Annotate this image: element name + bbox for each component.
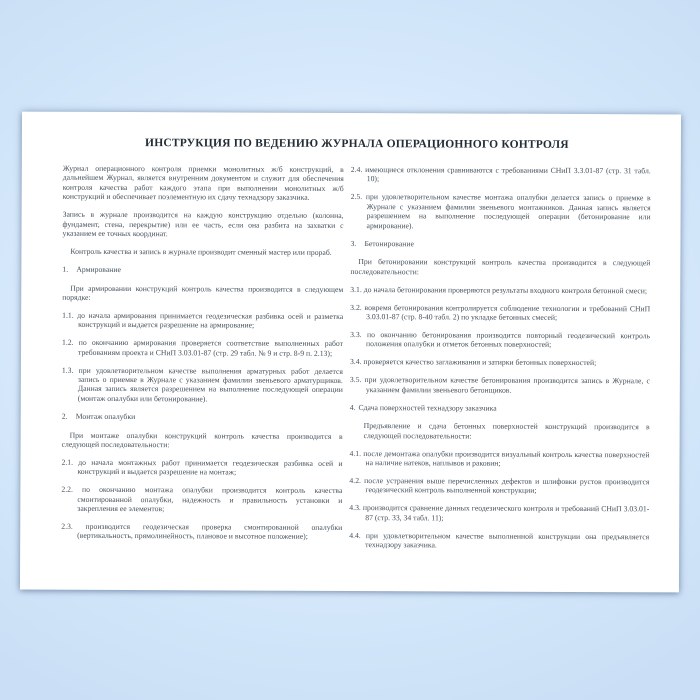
numbered-item: 3.1. до начала бетонирования проверяются результаты входного контроля бетонной смеси; (350, 284, 648, 295)
numbered-item: 2.2. по окончанию монтажа опалубки производится контроль качества смонтированной опалубки, надежность и правильность установки и закрепления ее элементов; (61, 484, 343, 514)
numbered-item: 1.1. до начала армирования принимается геодезическая разбивка осей и разметка конструкций и выдается разрешение на армирование; (62, 310, 344, 330)
section-heading-label: Армирование (76, 265, 121, 275)
numbered-item: 2.5. при удовлетворительном качестве монтажа опалубки делается запись о приемке в Журнале с указанием фамилии звеньевого монтажников. Данная запись является разрешением на выполнение последующей операции (бетонирование или армирование). (350, 192, 651, 230)
paragraph: Контроль качества и запись в журнале производит сменный мастер или прораб. (70, 246, 332, 257)
section-number: 2. (61, 411, 68, 421)
numbered-item: 2.1. до начала монтажных работ принимается геодезическая разбивка осей и конструкций и выдается разрешение на монтаж; (61, 457, 343, 477)
section-heading-label: Бетонирование (364, 238, 414, 249)
section-heading (62, 265, 343, 276)
section-heading (350, 239, 650, 250)
right-column (349, 165, 651, 559)
numbered-item: 1.2. по окончанию армирования проверяется соответствие выполненных работ требованиям проекта и СНиП 3.03.01-87 (стр. 29 табл. № 9 и стр. 8-9 п. 2.13); (62, 338, 344, 358)
numbered-item: 3.4. проверяется качество заглаживания и затирки бетонных поверхностей; (349, 357, 597, 368)
left-column (61, 164, 344, 558)
section-heading (350, 403, 650, 414)
numbered-item: 3.5. при удовлетворительном качестве бетонирования производится запись в Журнале, с указанием фамилии звеньевого бетонщиков. (349, 375, 650, 395)
section-heading-label: Монтаж опалубки (75, 412, 136, 422)
section-heading (62, 412, 343, 423)
paragraph: При армировании конструкций контроль качества производится в следующем порядке: (62, 283, 344, 302)
numbered-item: 4.3. производится сравнение данных геодезического контроля и требований СНиП 3.03.01-87 (стр. 33, 34 табл. 11); (349, 503, 650, 523)
paragraph: Запись в журнале производится на каждую конструкцию отдельно (колонна, фундамент, стена, перекрытие) или ее часть, если она разбита на захватки с указанием ее точных координат. (62, 209, 344, 239)
numbered-item: 3.3. по окончанию бетонирования производится повторный геодезический контроль положения опалубки и отметок бетонных поверхностей; (350, 329, 651, 350)
numbered-item: 4.2. после устранения выше перечисленных дефектов и шлифовки рустов производится геодезический контроль выполненной конструкции; (349, 475, 650, 496)
paragraph: При монтаже опалубки конструкций контроль качества производится в следующей последовательности: (61, 430, 343, 450)
numbered-item: 2.4. имеющиеся отклонения сравниваются с требованиями СНиП 3.3.01-87 (стр. 31 табл. 10); (350, 164, 651, 184)
section-number: 1. (62, 264, 69, 275)
document-title: ИНСТРУКЦИЯ ПО ВЕДЕНИЮ ЖУРНАЛА ОПЕРАЦИОННОГО КОНТРОЛЯ (145, 137, 569, 151)
paragraph: Журнал операционного контроля приемки монолитных ж/б конструкций, в дальнейшем Журнал, является внутренним документом и служит для обеспечения контроля качества работ каждого этапа при выполнении монолитных ж/б конструкций и обеспечивает поэлементную их сдачу технадзору заказчика. (62, 163, 344, 203)
paragraph: Предъявление и сдача бетонных поверхностей конструкций производится в следующей последовательности: (363, 421, 650, 441)
section-number: 3. (350, 238, 357, 248)
numbered-item: 2.3. производится геодезическая проверка смонтированной опалубки (вертикальность, прямолинейность, плановое и высотное положение); (61, 521, 343, 542)
numbered-item: 3.2. вовремя бетонирования контролируется соблюдение технологии и требований СНиП 3.03.01-87 (стр. 8-40 табл. 2) по укладке бетонных смесей; (350, 302, 651, 322)
numbered-item: 4.4. при удовлетворительном качестве выполненной конструкции она предъявляется технадзору заказчика. (349, 530, 650, 550)
section-number: 4. (349, 402, 356, 412)
numbered-item: 4.1. после демонтажа опалубки производится визуальный контроль качества поверхностей на наличие натеков, наплывов и раковин; (349, 448, 650, 468)
document-columns (61, 164, 651, 559)
document-page (20, 112, 681, 593)
section-heading-label: Сдача поверхностей технадзору заказчика (358, 402, 497, 413)
paragraph: При бетонировании конструкций контроль качества производится в следующей последовательности: (350, 257, 651, 277)
numbered-item: 1.3. при удовлетворительном качестве выполнения арматурных работ делается запись о приемке в Журнале с указанием фамилии звеньевого арматурщиков. Данная запись является разрешением на выполнение последующей операции (монтаж опалубки или бетонирование). (61, 365, 343, 404)
